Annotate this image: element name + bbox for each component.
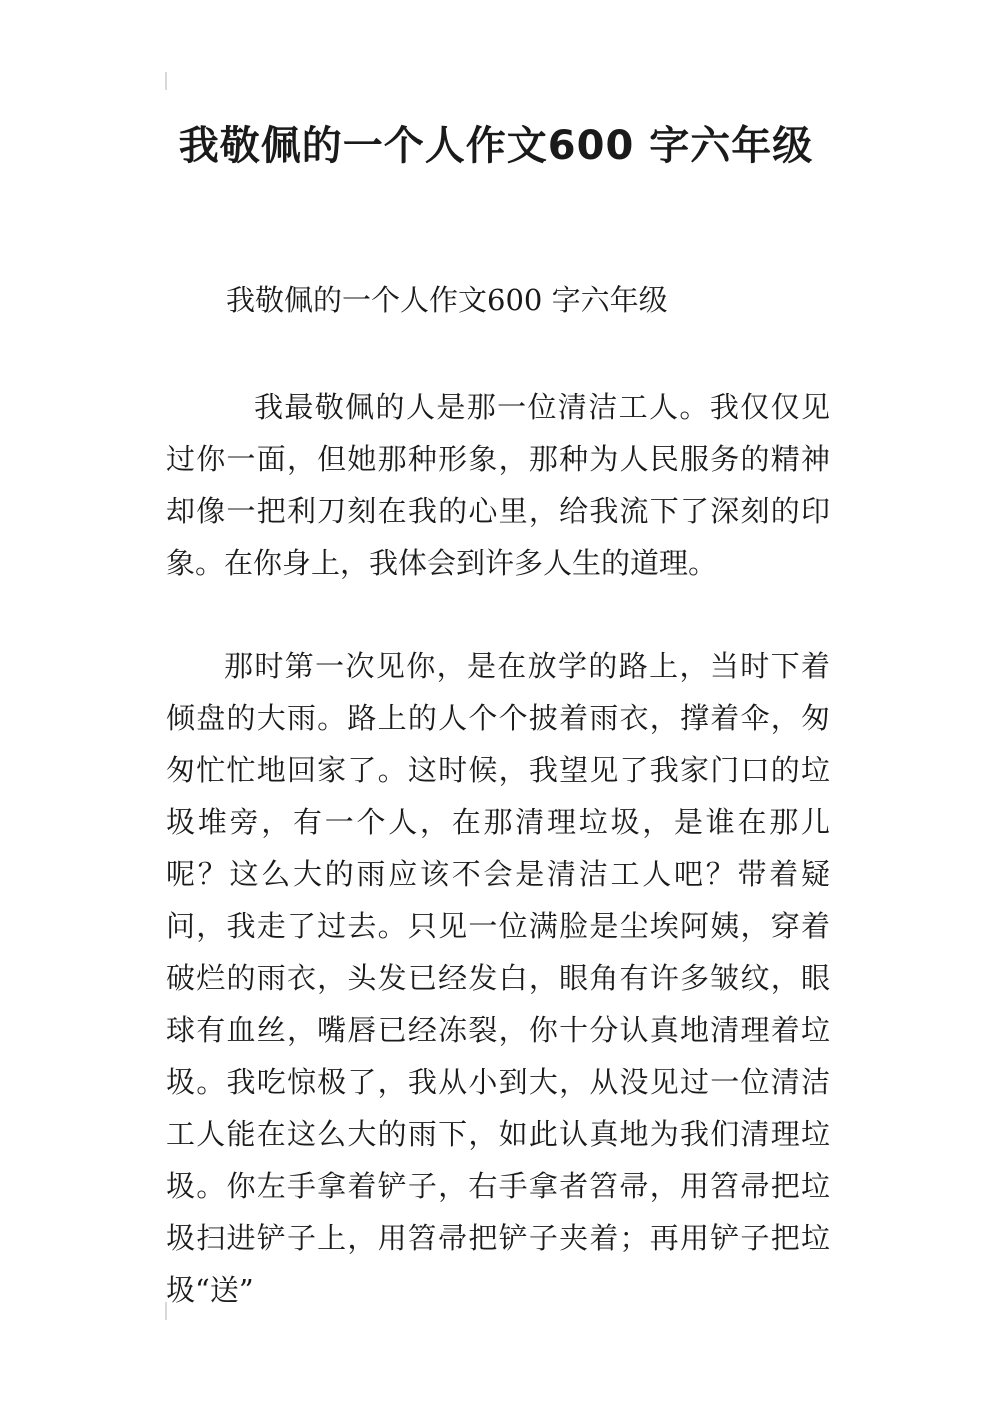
- paragraph-1-block: [166, 381, 830, 589]
- top-margin-mark: [165, 72, 167, 90]
- paragraph-1: 我最敬佩的人是那一位清洁工人。我仅仅见过你一面，但她那种形象，那种为人民服务的精神却像一把利刀刻在我的心里，给我流下了深刻的印象。在你身上，我体会到许多人生的道理。: [166, 390, 830, 580]
- document-subtitle: 我敬佩的一个人作文600 字六年级: [226, 283, 668, 317]
- paragraph-2: 那时第一次见你，是在放学的路上，当时下着倾盘的大雨。路上的人个个披着雨衣，撑着伞，匆匆忙忙地回家了。这时候，我望见了我家门口的垃圾堆旁，有一个人，在那清理垃圾，是谁在那儿呢？这么大的雨应该不会是清洁工人吧？带着疑问，我走了过去。只见一位满脸是尘埃阿姨，穿着破烂的雨衣，头发已经发白，眼角有许多皱纹，眼球有血丝，嘴唇已经冻裂，你十分认真地清理着垃圾。我吃惊极了，我从小到大，从没见过一位清洁工人能在这么大的雨下，如此认真地为我们清理垃圾。你左手拿着铲子，右手拿者笤帚，用笤帚把垃圾扫进铲子上，用笤帚把铲子夹着；再用铲子把垃圾“送”: [166, 649, 830, 1307]
- paragraph-2-block: [166, 640, 830, 1316]
- document-title: 我敬佩的一个人作文600 字六年级: [178, 123, 814, 169]
